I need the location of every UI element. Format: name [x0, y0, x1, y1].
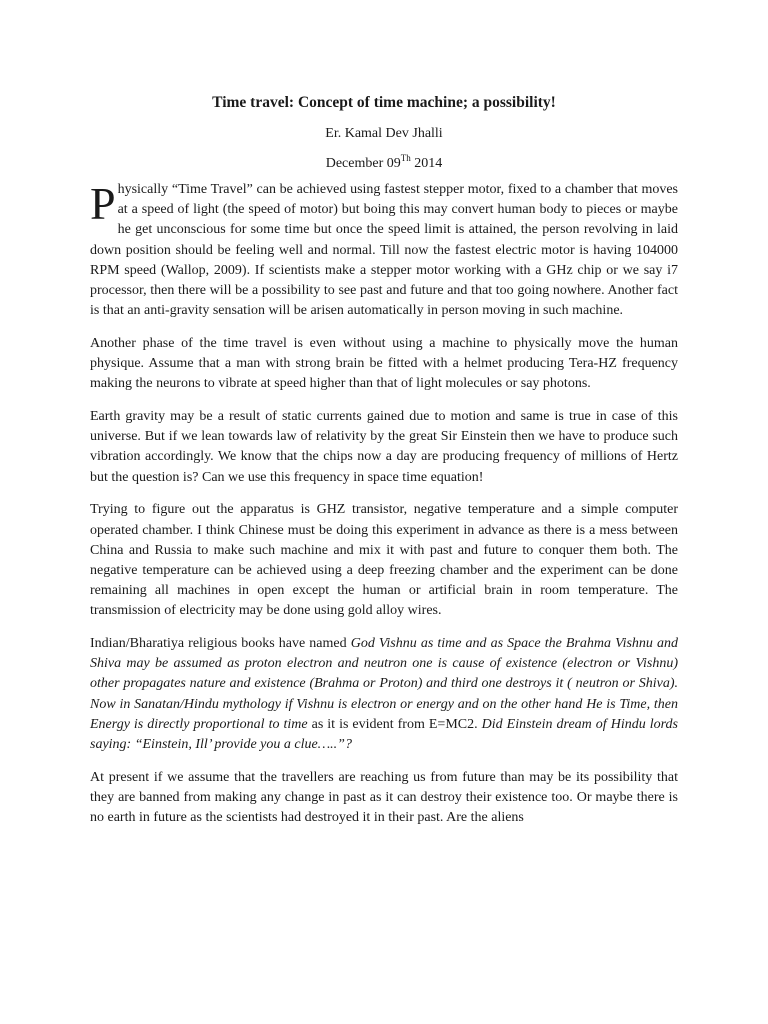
date-superscript: Th [400, 153, 411, 163]
date-prefix: December 09 [325, 156, 401, 171]
paragraph-4: Trying to figure out the apparatus is GHZ transistor, negative temperature and a simple computer operated chamber. I think Chinese must be doing this experiment in advance as there is a mess between China and Russia to make such machine and mix it with past and future to conquer them both. The negative temperature can be achieved using a deep freezing chamber and the experiment can be done remaining all machines in open except the human or artificial brain in room temperature. The transmission of electricity may be done using gold alloy wires. [90, 502, 678, 619]
date-suffix: 2014 [410, 156, 443, 171]
paragraph-5-part-a: Indian/Bharatiya religious books have named [90, 636, 351, 652]
paragraph-6: At present if we assume that the travellers are reaching us from future than may be its possibility that they are banned from making any change in past as it can destroy their existence too. Or maybe there is no earth in future as the scientists had destroyed it in their past. Are the aliens [90, 769, 678, 826]
drop-cap: P [90, 178, 116, 229]
paragraph-2: Another phase of the time travel is even without using a machine to physically move the human physique. Assume that a man with strong brain be fitted with a helmet producing Tera-HZ frequency making the neurons to vibrate at speed higher than that of light molecules or say photons. [90, 335, 678, 392]
paragraph-5 [90, 634, 678, 755]
paragraph-5-part-c: as it is evident from E=MC2. [307, 716, 482, 732]
document-date [90, 154, 678, 174]
paragraph-5-italic-b: God Vishnu as time and as Space the Brahma Vishnu and Shiva may be assumed as proton electron and neutron one is cause of existence (electron or Vishnu) other propagates nature and existence (Brahma or Proton) and third one destroys it ( neutron or Shiva). Now in Sanatan/Hindu mythology if Vishnu is electron or energy and on the other hand He is Time, then Energy is directly proportional to time [90, 636, 679, 732]
paragraph-5-italic-d: Did Einstein dream of Hindu lords saying: “Einstein, Ill’ provide you a clue…..”? [90, 716, 678, 753]
paragraph-1-text: hysically “Time Travel” can be achieved using fastest stepper motor, fixed to a chamber that moves at a speed of light (the speed of motor) but boing this may convert human body to pieces or maybe he get unconscious for some time but once the speed limit is attained, the person revolving in laid down position should be feeling well and normal. Till now the fastest electric motor is having 104000 RPM speed (Wallop, 2009). If scientists make a stepper motor working with a GHz chip or we say i7 processor, then there will be a possibility to see past and future and that too going nowhere. Another fact is that an anti-gravity sensation will be arisen automatically in person moving in such machine. [90, 182, 678, 319]
document-title: Time travel: Concept of time machine; a possibility! [212, 94, 556, 111]
paragraph-3: Earth gravity may be a result of static currents gained due to motion and same is true in case of this universe. But if we lean towards law of relativity by the great Sir Einstein then we have to produce such vibration accordingly. We know that the chips now a day are producing frequency of millions of Hertz but the question is? Can we use this frequency in space time equation! [90, 409, 678, 485]
document-author: Er. Kamal Dev Jhalli [325, 126, 443, 141]
paragraph-1 [90, 180, 678, 321]
document-page [90, 92, 678, 841]
